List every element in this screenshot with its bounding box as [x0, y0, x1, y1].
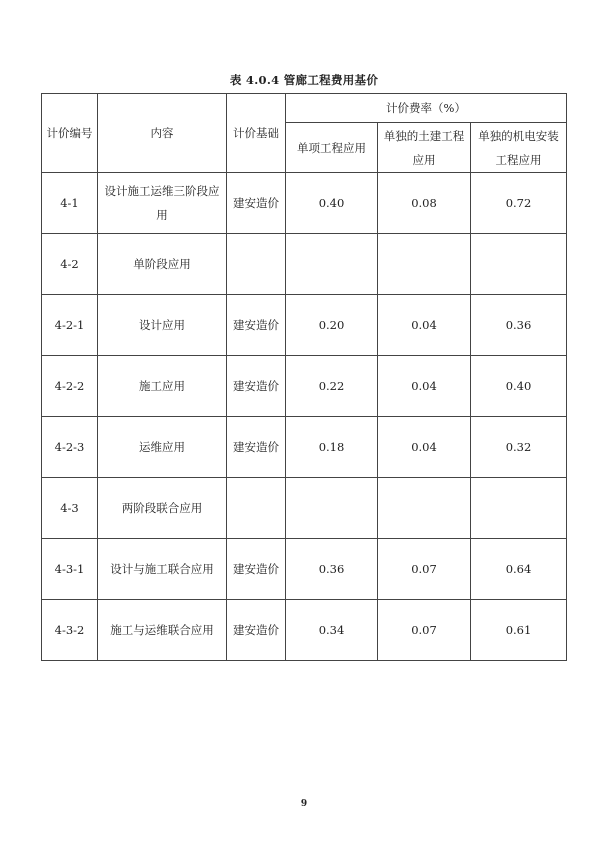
- cell-rate-civil: 0.04: [378, 417, 471, 478]
- cell-rate-mep: 0.72: [471, 173, 567, 234]
- cell-content: 设计与施工联合应用: [98, 539, 227, 600]
- cell-code: 4-3: [42, 478, 98, 539]
- cell-content: 两阶段联合应用: [98, 478, 227, 539]
- cell-rate-civil: 0.04: [378, 356, 471, 417]
- header-rate-single: 单项工程应用: [286, 123, 378, 173]
- cell-rate-civil: 0.04: [378, 295, 471, 356]
- cell-code: 4-2: [42, 234, 98, 295]
- cell-rate-single: 0.22: [286, 356, 378, 417]
- cell-basis: 建安造价: [227, 539, 286, 600]
- cell-basis: 建安造价: [227, 417, 286, 478]
- cell-code: 4-3-2: [42, 600, 98, 661]
- table-title: 表 4.0.4 管廊工程费用基价: [229, 73, 379, 87]
- cell-rate-single: 0.36: [286, 539, 378, 600]
- cell-content: 施工与运维联合应用: [98, 600, 227, 661]
- fee-rate-table: [41, 93, 567, 661]
- table-row: [42, 478, 567, 539]
- table-row: [42, 234, 567, 295]
- cell-rate-mep: 0.64: [471, 539, 567, 600]
- cell-rate-single: 0.40: [286, 173, 378, 234]
- cell-basis: 建安造价: [227, 600, 286, 661]
- cell-rate-mep: 0.40: [471, 356, 567, 417]
- cell-rate-single: 0.20: [286, 295, 378, 356]
- cell-content: 设计施工运维三阶段应用: [98, 173, 227, 234]
- cell-basis: [227, 478, 286, 539]
- cell-code: 4-1: [42, 173, 98, 234]
- cell-rate-mep: 0.32: [471, 417, 567, 478]
- cell-rate-civil: [378, 234, 471, 295]
- table-row: [42, 356, 567, 417]
- cell-basis: 建安造价: [227, 173, 286, 234]
- table-row: [42, 600, 567, 661]
- cell-rate-mep: 0.61: [471, 600, 567, 661]
- table-row: [42, 539, 567, 600]
- header-rate-group: 计价费率（%）: [286, 94, 567, 123]
- cell-rate-mep: 0.36: [471, 295, 567, 356]
- cell-rate-civil: 0.07: [378, 539, 471, 600]
- cell-rate-civil: 0.08: [378, 173, 471, 234]
- header-content: 内容: [98, 94, 227, 173]
- cell-code: 4-2-3: [42, 417, 98, 478]
- cell-rate-civil: 0.07: [378, 600, 471, 661]
- cell-content: 单阶段应用: [98, 234, 227, 295]
- cell-content: 施工应用: [98, 356, 227, 417]
- header-row: [42, 94, 567, 123]
- cell-basis: 建安造价: [227, 356, 286, 417]
- cell-code: 4-3-1: [42, 539, 98, 600]
- table-row: [42, 173, 567, 234]
- cell-basis: 建安造价: [227, 295, 286, 356]
- cell-rate-single: 0.18: [286, 417, 378, 478]
- header-basis: 计价基础: [227, 94, 286, 173]
- cell-rate-civil: [378, 478, 471, 539]
- cell-rate-single: [286, 234, 378, 295]
- header-rate-civil: 单独的土建工程应用: [378, 123, 471, 173]
- cell-rate-mep: [471, 478, 567, 539]
- table-row: [42, 295, 567, 356]
- cell-rate-mep: [471, 234, 567, 295]
- table-row: [42, 417, 567, 478]
- cell-content: 设计应用: [98, 295, 227, 356]
- cell-rate-single: [286, 478, 378, 539]
- cell-code: 4-2-1: [42, 295, 98, 356]
- header-code: 计价编号: [42, 94, 98, 173]
- page-number: 9: [300, 799, 308, 809]
- cell-rate-single: 0.34: [286, 600, 378, 661]
- header-rate-mep: 单独的机电安装工程应用: [471, 123, 567, 173]
- cell-content: 运维应用: [98, 417, 227, 478]
- cell-basis: [227, 234, 286, 295]
- cell-code: 4-2-2: [42, 356, 98, 417]
